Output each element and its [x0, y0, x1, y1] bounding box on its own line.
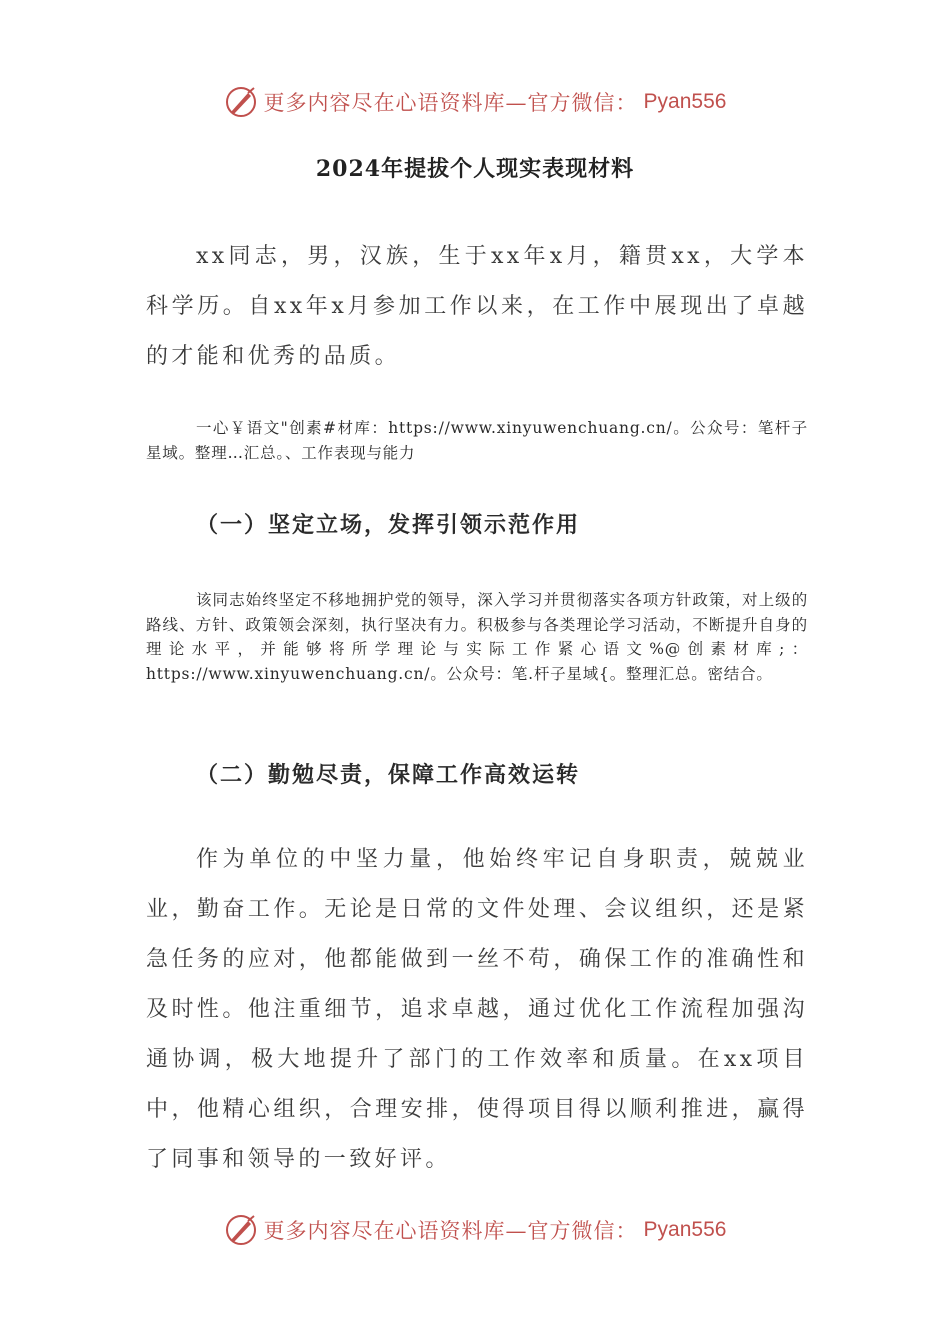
section1-paragraph: 该同志始终坚定不移地拥护党的领导，深入学习并贯彻落实各项方针政策，对上级的路线、方针、政策领会深刻，执行坚决有力。积极参与各类理论学习活动，不断提升自身的理论水平，并能够将所学理论与实际工作紧心语文%@创素材库;：https://www.xinyuwenchuang.cn/。公众号：笔.杆子星域{。整理汇总。密结合。 [146, 591, 808, 683]
header-banner [0, 82, 950, 122]
banner-wechat-id: Pyan556 [643, 90, 727, 113]
note-paragraph: 一心￥语文"创素#材库：https://www.xinyuwenchuang.cn/。公众号：笔杆子星域。整理…汇总。、工作表现与能力 [146, 419, 808, 462]
quill-pen-circle-icon [224, 1213, 258, 1247]
banner-text: 更多内容尽在心语资料库—官方微信： [263, 1219, 638, 1243]
banner-text: 更多内容尽在心语资料库—官方微信： [263, 91, 638, 115]
document-title: 2024年提拔个人现实表现材料 [315, 156, 635, 182]
section1-heading: （一）坚定立场，发挥引领示范作用 [196, 512, 581, 538]
intro-paragraph: xx同志，男，汉族，生于xx年x月，籍贯xx，大学本科学历。自xx年x月参加工作以来，在工作中展现出了卓越的才能和优秀的品质。 [146, 244, 808, 369]
footer-banner [0, 1210, 950, 1250]
section2-heading: （二）勤勉尽责，保障工作高效运转 [196, 762, 581, 788]
section2-paragraph: 作为单位的中坚力量，他始终牢记自身职责，兢兢业业，勤奋工作。无论是日常的文件处理、会议组织，还是紧急任务的应对，他都能做到一丝不苟，确保工作的准确性和及时性。他注重细节，追求卓越，通过优化工作流程加强沟通协调，极大地提升了部门的工作效率和质量。在xx项目中，他精心组织，合理安排，使得项目得以顺利推进，赢得了同事和领导的一致好评。 [146, 847, 808, 1172]
banner-wechat-id: Pyan556 [643, 1218, 727, 1241]
quill-pen-circle-icon [224, 85, 258, 119]
